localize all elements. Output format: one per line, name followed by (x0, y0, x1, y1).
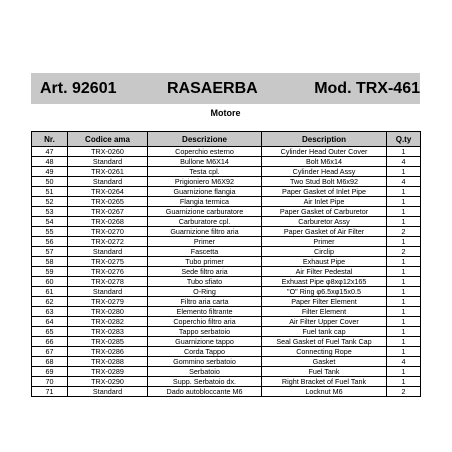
cell-code: TRX-0282 (68, 317, 148, 327)
cell-code: TRX-0290 (68, 377, 148, 387)
cell-qty: 1 (387, 267, 421, 277)
cell-nr: 66 (32, 337, 68, 347)
cell-description: Cylinder Head Assy (262, 167, 387, 177)
cell-qty: 2 (387, 387, 421, 397)
model-number: Mod. TRX-461 (314, 80, 420, 97)
table-row (32, 197, 421, 207)
table-row (32, 267, 421, 277)
table-row (32, 307, 421, 317)
page-bottom-margin (0, 412, 452, 452)
cell-descrizione: Supp. Serbatoio dx. (148, 377, 262, 387)
cell-nr: 48 (32, 157, 68, 167)
table-row (32, 257, 421, 267)
cell-descrizione: Coperchio filtro aria (148, 317, 262, 327)
cell-descrizione: Fascetta (148, 247, 262, 257)
cell-code: TRX-0261 (68, 167, 148, 177)
cell-descrizione: Serbatoio (148, 367, 262, 377)
cell-nr: 57 (32, 247, 68, 257)
cell-code: TRX-0272 (68, 237, 148, 247)
cell-qty: 1 (387, 257, 421, 267)
cell-qty: 1 (387, 187, 421, 197)
cell-nr: 69 (32, 367, 68, 377)
cell-nr: 51 (32, 187, 68, 197)
column-header-qty: Q.ty (387, 132, 421, 147)
cell-code: TRX-0279 (68, 297, 148, 307)
cell-nr: 47 (32, 147, 68, 157)
page-header (31, 73, 420, 104)
table-row (32, 367, 421, 377)
cell-descrizione: Guarnizione tappo (148, 337, 262, 347)
cell-description: Cylinder Head Outer Cover (262, 147, 387, 157)
table-row (32, 357, 421, 367)
table-row (32, 297, 421, 307)
cell-nr: 67 (32, 347, 68, 357)
cell-description: Circlip (262, 247, 387, 257)
cell-qty: 1 (387, 277, 421, 287)
cell-descrizione: Corda Tappo (148, 347, 262, 357)
table-header-row (32, 132, 421, 147)
column-header-description: Description (262, 132, 387, 147)
cell-nr: 53 (32, 207, 68, 217)
cell-code: Standard (68, 287, 148, 297)
table-row (32, 217, 421, 227)
cell-code: Standard (68, 387, 148, 397)
cell-description: Right Bracket of Fuel Tank (262, 377, 387, 387)
cell-code: TRX-0276 (68, 267, 148, 277)
cell-descrizione: O-Ring (148, 287, 262, 297)
cell-nr: 55 (32, 227, 68, 237)
table-row (32, 337, 421, 347)
cell-nr: 61 (32, 287, 68, 297)
cell-descrizione: Gommino serbatoio (148, 357, 262, 367)
cell-nr: 71 (32, 387, 68, 397)
cell-code: TRX-0283 (68, 327, 148, 337)
cell-nr: 68 (32, 357, 68, 367)
table-row (32, 187, 421, 197)
cell-code: TRX-0270 (68, 227, 148, 237)
cell-descrizione: Testa cpl. (148, 167, 262, 177)
column-header-nr: Nr. (32, 132, 68, 147)
table-row (32, 237, 421, 247)
cell-code: TRX-0288 (68, 357, 148, 367)
cell-descrizione: Sede filtro aria (148, 267, 262, 277)
cell-code: TRX-0289 (68, 367, 148, 377)
cell-description: Filter Element (262, 307, 387, 317)
cell-descrizione: Tubo sfiato (148, 277, 262, 287)
section-title: Motore (210, 108, 241, 118)
product-name: RASAERBA (167, 80, 258, 97)
cell-qty: 1 (387, 307, 421, 317)
cell-descrizione: Prigioniero M6X92 (148, 177, 262, 187)
cell-qty: 2 (387, 227, 421, 237)
cell-nr: 52 (32, 197, 68, 207)
table-row (32, 227, 421, 237)
cell-nr: 50 (32, 177, 68, 187)
cell-code: TRX-0265 (68, 197, 148, 207)
cell-description: Seal Gasket of Fuel Tank Cap (262, 337, 387, 347)
parts-table-body (32, 147, 421, 397)
table-row (32, 277, 421, 287)
cell-description: Primer (262, 237, 387, 247)
cell-description: Air Filter Pedestal (262, 267, 387, 277)
cell-description: Carburetor Assy (262, 217, 387, 227)
table-row (32, 317, 421, 327)
table-row (32, 247, 421, 257)
cell-qty: 4 (387, 177, 421, 187)
cell-code: Standard (68, 177, 148, 187)
cell-descrizione: Guarnizione flangia (148, 187, 262, 197)
cell-nr: 58 (32, 257, 68, 267)
parts-table (31, 131, 421, 397)
cell-qty: 1 (387, 197, 421, 207)
cell-qty: 4 (387, 157, 421, 167)
cell-qty: 1 (387, 217, 421, 227)
cell-nr: 63 (32, 307, 68, 317)
cell-qty: 1 (387, 327, 421, 337)
cell-code: Standard (68, 157, 148, 167)
cell-description: Gasket (262, 357, 387, 367)
cell-code: TRX-0280 (68, 307, 148, 317)
cell-nr: 49 (32, 167, 68, 177)
cell-nr: 70 (32, 377, 68, 387)
cell-description: Air Filter Upper Cover (262, 317, 387, 327)
cell-nr: 62 (32, 297, 68, 307)
cell-code: TRX-0264 (68, 187, 148, 197)
cell-qty: 4 (387, 357, 421, 367)
table-row (32, 377, 421, 387)
cell-description: Exhuast Pipe φ8xφ12x165 (262, 277, 387, 287)
article-number: Art. 92601 (40, 80, 117, 97)
cell-code: TRX-0285 (68, 337, 148, 347)
cell-descrizione: Carburatore cpl. (148, 217, 262, 227)
cell-descrizione: Guarnizione carburatore (148, 207, 262, 217)
cell-code: TRX-0278 (68, 277, 148, 287)
cell-descrizione: Primer (148, 237, 262, 247)
cell-description: Bolt M6x14 (262, 157, 387, 167)
cell-descrizione: Bullone M6X14 (148, 157, 262, 167)
cell-description: Paper Filter Element (262, 297, 387, 307)
cell-description: Air Inlet Pipe (262, 197, 387, 207)
cell-qty: 1 (387, 347, 421, 357)
cell-qty: 1 (387, 207, 421, 217)
cell-qty: 1 (387, 287, 421, 297)
table-row (32, 147, 421, 157)
cell-description: Paper Gasket of Carburetor (262, 207, 387, 217)
cell-descrizione: Guarnizione filtro aria (148, 227, 262, 237)
cell-qty: 1 (387, 367, 421, 377)
table-row (32, 177, 421, 187)
cell-qty: 1 (387, 337, 421, 347)
cell-code: TRX-0268 (68, 217, 148, 227)
cell-description: Paper Gasket of Air Filter (262, 227, 387, 237)
cell-descrizione: Flangia termica (148, 197, 262, 207)
table-row (32, 287, 421, 297)
table-row (32, 157, 421, 167)
cell-qty: 1 (387, 297, 421, 307)
cell-nr: 54 (32, 217, 68, 227)
cell-qty: 1 (387, 167, 421, 177)
cell-qty: 1 (387, 237, 421, 247)
cell-code: TRX-0286 (68, 347, 148, 357)
cell-nr: 60 (32, 277, 68, 287)
table-row (32, 327, 421, 337)
cell-descrizione: Coperchio esterno (148, 147, 262, 157)
cell-qty: 2 (387, 247, 421, 257)
cell-nr: 59 (32, 267, 68, 277)
cell-description: Exhaust Pipe (262, 257, 387, 267)
cell-description: Fuel Tank (262, 367, 387, 377)
table-row (32, 387, 421, 397)
cell-descrizione: Filtro aria carta (148, 297, 262, 307)
table-row (32, 167, 421, 177)
table-row (32, 207, 421, 217)
cell-descrizione: Tappo serbatoio (148, 327, 262, 337)
cell-description: Two Stud Bolt M6x92 (262, 177, 387, 187)
cell-description: Locknut M6 (262, 387, 387, 397)
cell-description: Connecting Rope (262, 347, 387, 357)
cell-descrizione: Tubo primer (148, 257, 262, 267)
cell-description: Fuel tank cap (262, 327, 387, 337)
column-header-descrizione: Descrizione (148, 132, 262, 147)
cell-code: TRX-0260 (68, 147, 148, 157)
cell-qty: 1 (387, 147, 421, 157)
cell-qty: 1 (387, 377, 421, 387)
cell-descrizione: Dado autobloccante M6 (148, 387, 262, 397)
column-header-code: Codice ama (68, 132, 148, 147)
table-row (32, 347, 421, 357)
cell-description: Paper Gasket of Inlet Pipe (262, 187, 387, 197)
cell-descrizione: Elemento filtrante (148, 307, 262, 317)
cell-code: TRX-0267 (68, 207, 148, 217)
cell-nr: 64 (32, 317, 68, 327)
cell-code: TRX-0275 (68, 257, 148, 267)
cell-code: Standard (68, 247, 148, 257)
cell-qty: 1 (387, 317, 421, 327)
cell-nr: 56 (32, 237, 68, 247)
cell-nr: 65 (32, 327, 68, 337)
cell-description: "O" Ring φ6.5xφ15x0.5 (262, 287, 387, 297)
